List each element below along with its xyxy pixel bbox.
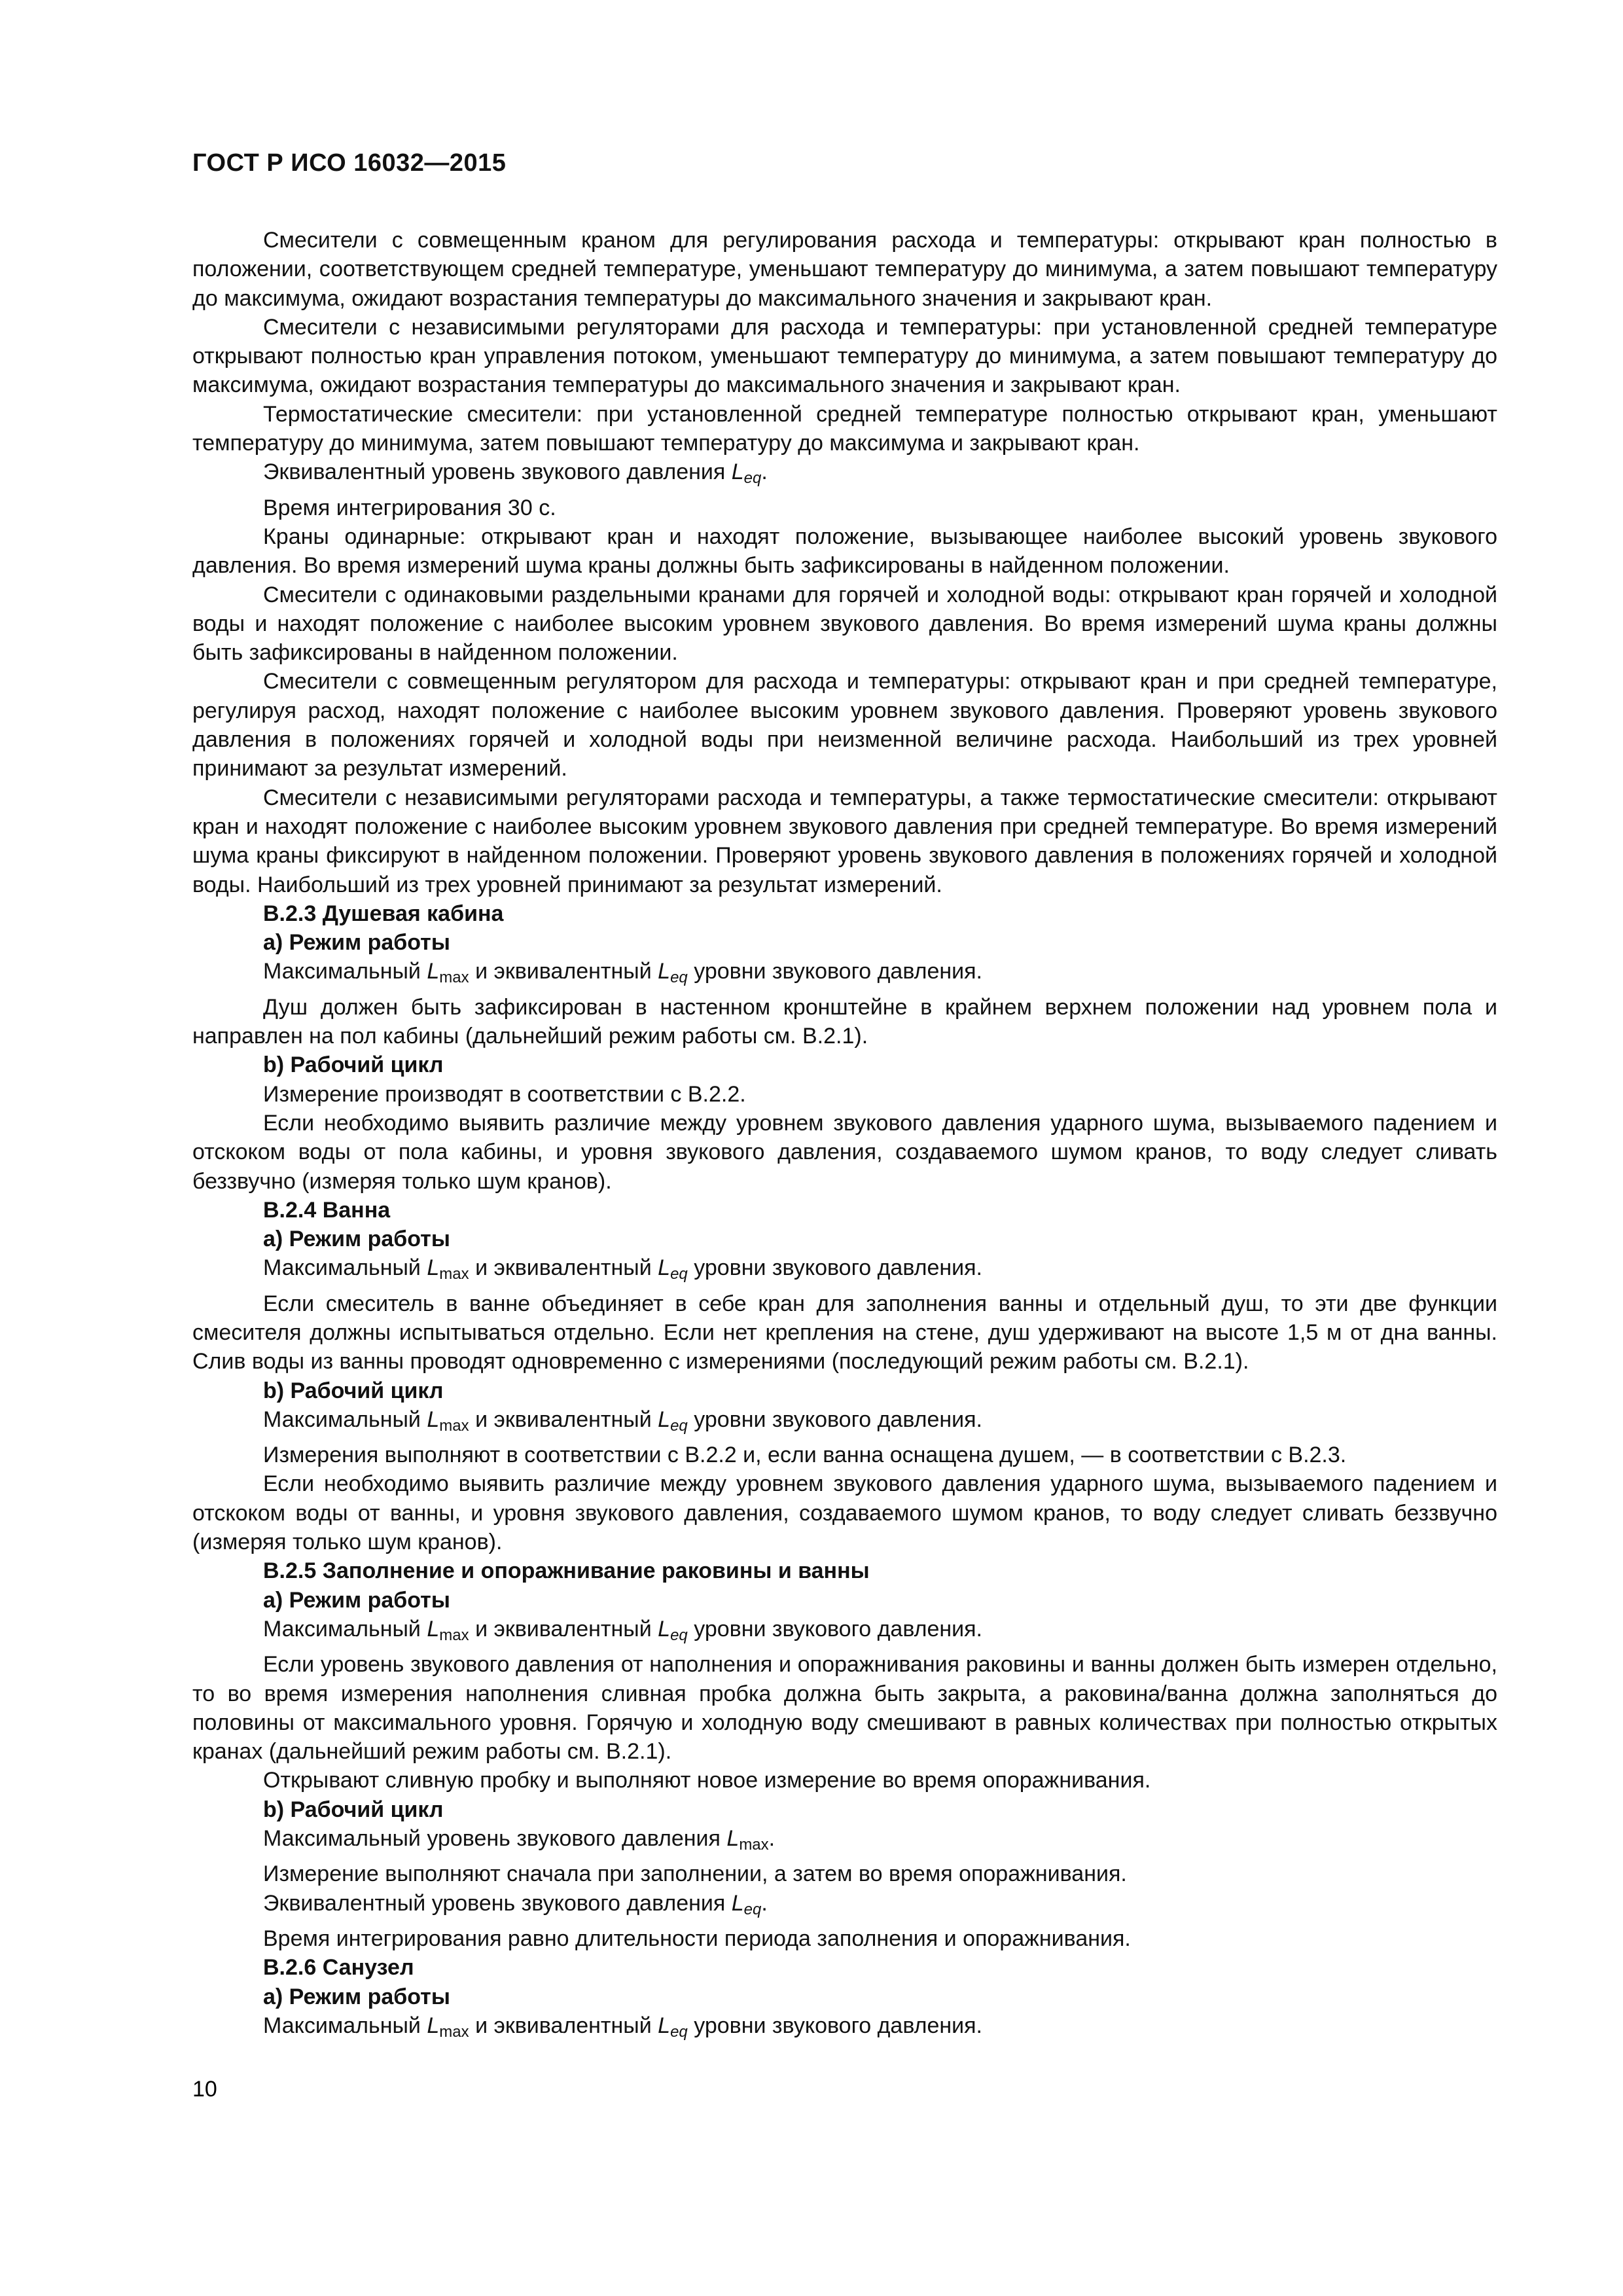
symbol-l: L [658,1255,671,1281]
paragraph-text: Максимальный [263,1616,427,1641]
paragraph: Если уровень звукового давления от наполнения и опоражнивания раковины и ванны должен быть измерен отдельно, то во время измерения наполнения сливная пробка должна быть закрыта, а раковина/ванна должна заполняться до половины от максимального уровня. Горячую и холодную воду смешивают в равных количествах при полностью открытых кранах (дальнейший режим работы см. В.2.1). [192,1652,1497,1765]
period: . [761,1890,768,1916]
symbol-l: L [658,1407,671,1432]
paragraph: Смесители с совмещенным регулятором для расхода и температуры: открывают кран и при средней температуре, регулируя расход, находят положение с наиболее высоким уровнем звукового давления. Проверяют уровень звукового давления в положениях горячей и холодной воды при неизменной величине расхода. Наибольший из трех уровней принимают за результат измерений. [192,669,1497,781]
section-heading-b24: В.2.4 Ванна [263,1197,391,1223]
document-body [192,226,1497,2047]
symbol-l: L [731,459,744,485]
subscript-max: max [439,1265,469,1283]
paragraph-text: уровни звукового давления. [687,2013,982,2038]
paragraph: Время интегрирования 30 с. [263,495,556,520]
symbol-l: L [427,1407,440,1432]
subheading-mode: а) Режим работы [263,1227,450,1252]
paragraph-lmax-leq [192,2011,1497,2047]
paragraph-text: и эквивалентный [469,1407,658,1432]
subscript-eq: eq [743,1900,762,1918]
paragraph-lmax-leq [192,1405,1497,1441]
section-heading-b26: В.2.6 Санузел [263,1955,414,1981]
paragraph-text: Максимальный [263,959,427,984]
paragraph-leq [192,457,1497,493]
document-header: ГОСТ Р ИСО 16032—2015 [192,149,507,177]
symbol-l: L [658,959,671,984]
period: . [761,459,768,485]
paragraph: Если необходимо выявить различие между уровнем звукового давления ударного шума, вызываемого падением и отскоком воды от ванны, и уровня звукового давления, создаваемого шумом кранов, то воду следует сливать беззвучно (измеряя только шум кранов). [192,1471,1497,1555]
symbol-l: L [427,1255,440,1281]
paragraph: Душ должен быть зафиксирован в настенном кронштейне в крайнем верхнем положении над уровнем пола и направлен на пол кабины (дальнейший режим работы см. В.2.1). [192,994,1497,1049]
subscript-eq: eq [670,1626,688,1644]
paragraph-lmax-leq [192,1253,1497,1289]
paragraph: Смесители с независимыми регуляторами для расхода и температуры: при установленной средней температуре открывают полностью кран управления потоком, уменьшают температуру до минимума, а затем повышают температуру до максимума, ожидают возрастания температуры до максимального значения и закрывают кран. [192,314,1497,398]
symbol-l: L [726,1826,740,1852]
paragraph-text: уровни звукового давления. [687,1616,982,1641]
paragraph-text: Максимальный [263,2013,427,2038]
paragraph: Термостатические смесители: при установленной средней температуре полностью открывают кран, уменьшают температуру до минимума, затем повышают температуру до максимума и закрывают кран. [192,401,1497,456]
subscript-eq: eq [743,469,762,488]
paragraph: Время интегрирования равно длительности периода заполнения и опоражнивания. [263,1926,1131,1951]
paragraph-text: и эквивалентный [469,1616,658,1641]
subheading-mode: а) Режим работы [263,1984,450,2009]
paragraph-text: Максимальный [263,1255,427,1281]
subheading-mode: а) Режим работы [263,930,450,956]
paragraph-text: и эквивалентный [469,1255,658,1281]
paragraph-text: уровни звукового давления. [687,959,982,984]
paragraph: Открывают сливную пробку и выполняют новое измерение во время опоражнивания. [263,1768,1151,1793]
paragraph: Измерения выполняют в соответствии с В.2.2 и, если ванна оснащена душем, — в соответствии с В.2.3. [263,1443,1347,1468]
section-heading-b25: В.2.5 Заполнение и опоражнивание раковины и ванны [263,1558,870,1584]
subheading-cycle: b) Рабочий цикл [263,1378,444,1403]
page-number: 10 [192,2077,217,2102]
period: . [768,1826,776,1852]
paragraph-text: и эквивалентный [469,2013,658,2038]
subscript-max: max [439,969,469,987]
symbol-l: L [731,1890,744,1916]
subscript-max: max [439,1626,469,1644]
paragraph: Краны одинарные: открывают кран и находят положение, вызывающее наиболее высокий уровень звукового давления. Во время измерений шума краны должны быть зафиксированы в найденном положении. [192,524,1497,579]
paragraph: Измерение производят в соответствии с В.2.2. [263,1081,746,1107]
symbol-l: L [427,1616,440,1641]
symbol-l: L [658,2013,671,2038]
paragraph-text: и эквивалентный [469,959,658,984]
paragraph-text: уровни звукового давления. [687,1255,982,1281]
paragraph: Если необходимо выявить различие между уровнем звукового давления ударного шума, вызываемого падением и отскоком воды от пола кабины, и уровня звукового давления, создаваемого шумом кранов, то воду следует сливать беззвучно (измеряя только шум кранов). [192,1110,1497,1194]
paragraph-leq [192,1889,1497,1924]
subscript-eq: eq [670,1416,688,1435]
paragraph-lmax [192,1824,1497,1859]
subheading-cycle: b) Рабочий цикл [263,1052,444,1078]
subscript-max: max [439,2022,469,2041]
paragraph: Если смеситель в ванне объединяет в себе кран для заполнения ванны и отдельный душ, то эти две функции смесителя должны испытываться отдельно. Если нет крепления на стене, душ удерживают на высоте 1,5 м от дна ванны. Слив воды из ванны проводят одновременно с измерениями (последующий режим работы см. В.2.1). [192,1291,1497,1374]
section-heading-b23: В.2.3 Душевая кабина [263,901,504,926]
paragraph: Смесители с независимыми регуляторами расхода и температуры, а также термостатические смесители: открывают кран и находят положение с наиболее высоким уровнем звукового давления при средней температуре. Во время измерений шума краны фиксируют в найденном положении. Проверяют уровень звукового давления в положениях горячей и холодной воды. Наибольший из трех уровней принимают за результат измерений. [192,785,1497,897]
subscript-eq: eq [670,2022,688,2041]
subheading-mode: а) Режим работы [263,1587,450,1613]
subscript-max: max [439,1416,469,1435]
paragraph-text: Максимальный [263,1407,427,1432]
document-page [192,149,1497,2047]
symbol-l: L [658,1616,671,1641]
paragraph-text: уровни звукового давления. [687,1407,982,1432]
paragraph: Смесители с совмещенным краном для регулирования расхода и температуры: открывают кран полностью в положении, соответствующем средней температуре, уменьшают температуру до минимума, а затем повышают температуру до максимума, ожидают возрастания температуры до максимального значения и закрывают кран. [192,228,1497,311]
subheading-cycle: b) Рабочий цикл [263,1797,444,1822]
subscript-eq: eq [670,969,688,987]
paragraph: Смесители с одинаковыми раздельными кранами для горячей и холодной воды: открывают кран горячей и холодной воды и находят положение с наиболее высоким уровнем звукового давления. Во время измерений шума краны должны быть зафиксированы в найденном положении. [192,582,1497,666]
paragraph-text: Эквивалентный уровень звукового давления [263,1890,732,1916]
paragraph: Измерение выполняют сначала при заполнении, а затем во время опоражнивания. [263,1861,1127,1887]
paragraph-lmax-leq [192,957,1497,992]
subscript-eq: eq [670,1265,688,1283]
symbol-l: L [427,959,440,984]
paragraph-text: Эквивалентный уровень звукового давления [263,459,732,485]
subscript-max: max [739,1836,769,1854]
paragraph-lmax-leq [192,1615,1497,1650]
paragraph-text: Максимальный уровень звукового давления [263,1826,727,1852]
symbol-l: L [427,2013,440,2038]
